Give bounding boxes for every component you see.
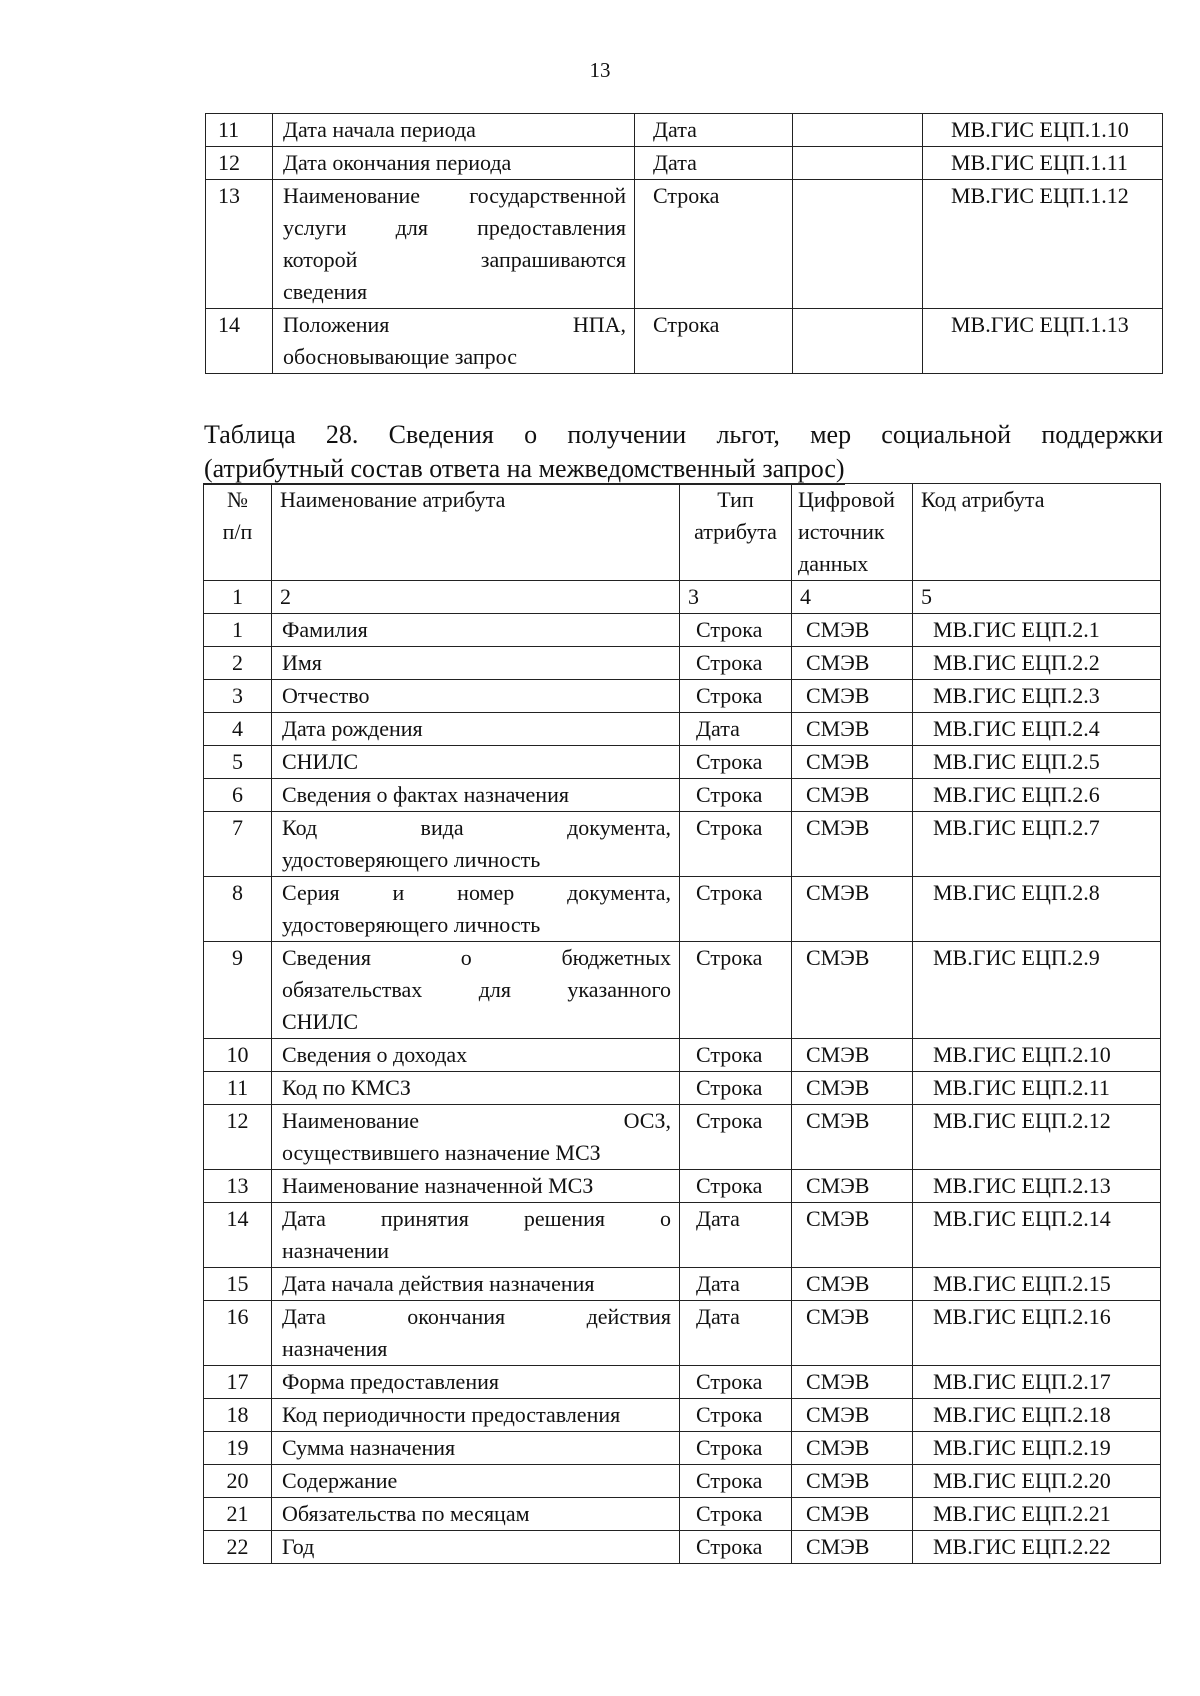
attribute-code: МВ.ГИС ЕЦП.2.6 xyxy=(913,779,1161,812)
attribute-name-line: Наименование ОСЗ, xyxy=(282,1108,671,1133)
attribute-name xyxy=(273,180,635,309)
row-number: 13 xyxy=(204,1170,272,1203)
data-source: СМЭВ xyxy=(792,779,913,812)
data-source xyxy=(793,114,923,147)
table-28-caption xyxy=(204,418,1163,486)
row-number: 17 xyxy=(204,1366,272,1399)
header-num-line: № xyxy=(227,487,248,512)
attribute-name-line: обязательствах для указанного xyxy=(282,977,671,1002)
attribute-name-line: Фамилия xyxy=(282,617,368,642)
attribute-name-line: Сведения о бюджетных xyxy=(282,945,671,970)
table-row xyxy=(204,1399,1161,1432)
attribute-name xyxy=(273,309,635,374)
table-row xyxy=(204,1268,1161,1301)
table-row xyxy=(204,779,1161,812)
attribute-name xyxy=(272,1203,680,1268)
attribute-name-line: Дата рождения xyxy=(282,716,423,741)
row-number: 15 xyxy=(204,1268,272,1301)
attribute-name-line: Сумма назначения xyxy=(282,1435,456,1460)
header-source xyxy=(792,484,913,581)
table-row xyxy=(204,877,1161,942)
attribute-code: МВ.ГИС ЕЦП.2.15 xyxy=(913,1268,1161,1301)
attribute-code: МВ.ГИС ЕЦП.2.9 xyxy=(913,942,1161,1039)
attribute-name-line: сведения xyxy=(283,279,368,304)
attribute-name xyxy=(272,680,680,713)
column-number: 2 xyxy=(272,581,680,614)
row-number: 5 xyxy=(204,746,272,779)
table-row xyxy=(204,1072,1161,1105)
attribute-name-line: Сведения о фактах назначения xyxy=(282,782,569,807)
attribute-type: Дата xyxy=(680,1268,792,1301)
attribute-code: МВ.ГИС ЕЦП.2.5 xyxy=(913,746,1161,779)
attributes-table-continued xyxy=(205,113,1163,374)
row-number: 2 xyxy=(204,647,272,680)
attribute-type: Дата xyxy=(680,713,792,746)
data-source: СМЭВ xyxy=(792,1268,913,1301)
attribute-code: МВ.ГИС ЕЦП.2.8 xyxy=(913,877,1161,942)
attribute-code: МВ.ГИС ЕЦП.2.7 xyxy=(913,812,1161,877)
attribute-code: МВ.ГИС ЕЦП.2.18 xyxy=(913,1399,1161,1432)
row-number: 20 xyxy=(204,1465,272,1498)
attribute-type: Строка xyxy=(635,309,793,374)
header-source-line: Цифровой xyxy=(798,487,895,512)
header-type xyxy=(680,484,792,581)
attribute-type: Строка xyxy=(680,942,792,1039)
attribute-name-line: Код по КМСЗ xyxy=(282,1075,411,1100)
attribute-name xyxy=(272,614,680,647)
table-row xyxy=(204,1432,1161,1465)
data-source: СМЭВ xyxy=(792,1531,913,1564)
table-row xyxy=(204,1498,1161,1531)
data-source: СМЭВ xyxy=(792,1170,913,1203)
attribute-type: Строка xyxy=(680,746,792,779)
attribute-type: Дата xyxy=(680,1203,792,1268)
header-source-line: источник xyxy=(798,519,885,544)
data-source: СМЭВ xyxy=(792,1399,913,1432)
row-number: 21 xyxy=(204,1498,272,1531)
attribute-code: МВ.ГИС ЕЦП.2.11 xyxy=(913,1072,1161,1105)
attribute-code: МВ.ГИС ЕЦП.2.17 xyxy=(913,1366,1161,1399)
attribute-code: МВ.ГИС ЕЦП.1.10 xyxy=(923,114,1163,147)
attribute-name-line: осуществившего назначение МСЗ xyxy=(282,1140,601,1165)
table-row xyxy=(204,812,1161,877)
data-source xyxy=(793,180,923,309)
data-source: СМЭВ xyxy=(792,680,913,713)
header-code: Код атрибута xyxy=(913,484,1161,581)
table-row xyxy=(204,713,1161,746)
row-number: 10 xyxy=(204,1039,272,1072)
attribute-code: МВ.ГИС ЕЦП.2.12 xyxy=(913,1105,1161,1170)
attribute-name xyxy=(272,1498,680,1531)
benefits-attributes-table xyxy=(203,483,1161,1564)
attribute-name-line: удостоверяющего личность xyxy=(282,847,541,872)
attribute-name xyxy=(272,746,680,779)
row-number: 12 xyxy=(204,1105,272,1170)
attribute-name xyxy=(272,942,680,1039)
attribute-type: Строка xyxy=(680,812,792,877)
attribute-code: МВ.ГИС ЕЦП.1.12 xyxy=(923,180,1163,309)
data-source: СМЭВ xyxy=(792,1203,913,1268)
attribute-type: Дата xyxy=(635,147,793,180)
attribute-name-line: Год xyxy=(282,1534,315,1559)
attribute-type: Строка xyxy=(680,1531,792,1564)
row-number: 11 xyxy=(204,1072,272,1105)
row-number: 7 xyxy=(204,812,272,877)
table-row xyxy=(204,1105,1161,1170)
attribute-name xyxy=(273,147,635,180)
attribute-name-line: удостоверяющего личность xyxy=(282,912,541,937)
attribute-name xyxy=(272,779,680,812)
attribute-name-line: Дата принятия решения о xyxy=(282,1206,671,1231)
header-name: Наименование атрибута xyxy=(272,484,680,581)
data-source: СМЭВ xyxy=(792,1301,913,1366)
row-number: 6 xyxy=(204,779,272,812)
attribute-name-line: которой запрашиваются xyxy=(283,247,626,272)
attribute-name-line: СНИЛС xyxy=(282,1009,359,1034)
attribute-name-line: обосновывающие запрос xyxy=(283,344,517,369)
attribute-name-line: Содержание xyxy=(282,1468,398,1493)
row-number: 9 xyxy=(204,942,272,1039)
attribute-code: МВ.ГИС ЕЦП.2.16 xyxy=(913,1301,1161,1366)
attribute-type: Строка xyxy=(680,1039,792,1072)
attribute-name-line: СНИЛС xyxy=(282,749,359,774)
data-source: СМЭВ xyxy=(792,746,913,779)
row-number: 18 xyxy=(204,1399,272,1432)
table-row xyxy=(204,1531,1161,1564)
header-num-line: п/п xyxy=(222,519,253,544)
page-number: 13 xyxy=(589,58,611,82)
attribute-type: Строка xyxy=(680,1498,792,1531)
attribute-name-line: Дата окончания действия xyxy=(282,1304,671,1329)
table-row xyxy=(204,1366,1161,1399)
attribute-code: МВ.ГИС ЕЦП.2.10 xyxy=(913,1039,1161,1072)
attribute-code: МВ.ГИС ЕЦП.2.13 xyxy=(913,1170,1161,1203)
data-source: СМЭВ xyxy=(792,1072,913,1105)
attribute-name-line: услуги для предоставления xyxy=(283,215,626,240)
table-row xyxy=(204,647,1161,680)
attribute-name-line: Наименование назначенной МСЗ xyxy=(282,1173,594,1198)
data-source xyxy=(793,309,923,374)
row-number: 13 xyxy=(206,180,273,309)
table-row xyxy=(204,942,1161,1039)
attribute-name xyxy=(272,647,680,680)
table-row xyxy=(206,180,1163,309)
table-row xyxy=(204,1203,1161,1268)
attribute-code: МВ.ГИС ЕЦП.2.21 xyxy=(913,1498,1161,1531)
data-source: СМЭВ xyxy=(792,713,913,746)
header-type-line: атрибута xyxy=(694,519,777,544)
data-source: СМЭВ xyxy=(792,942,913,1039)
column-number: 1 xyxy=(204,581,272,614)
table-row xyxy=(204,680,1161,713)
attribute-name-line: Наименование государственной xyxy=(283,183,626,208)
attribute-name-line: Отчество xyxy=(282,683,370,708)
table-row xyxy=(206,309,1163,374)
column-number: 4 xyxy=(792,581,913,614)
attribute-name-line: Обязательства по месяцам xyxy=(282,1501,530,1526)
data-source: СМЭВ xyxy=(792,1498,913,1531)
attribute-type: Дата xyxy=(635,114,793,147)
attribute-name xyxy=(272,713,680,746)
attribute-type: Строка xyxy=(680,1105,792,1170)
attribute-name-line: Положения НПА, xyxy=(283,312,626,337)
row-number: 11 xyxy=(206,114,273,147)
data-source: СМЭВ xyxy=(792,614,913,647)
row-number: 12 xyxy=(206,147,273,180)
attribute-name xyxy=(272,1072,680,1105)
row-number: 1 xyxy=(204,614,272,647)
data-source: СМЭВ xyxy=(792,812,913,877)
attribute-name-line: Код периодичности предоставления xyxy=(282,1402,621,1427)
attribute-name xyxy=(272,1105,680,1170)
data-source: СМЭВ xyxy=(792,1105,913,1170)
attribute-name xyxy=(272,1531,680,1564)
attribute-name xyxy=(272,1399,680,1432)
attribute-code: МВ.ГИС ЕЦП.2.1 xyxy=(913,614,1161,647)
row-number: 16 xyxy=(204,1301,272,1366)
attribute-code: МВ.ГИС ЕЦП.2.22 xyxy=(913,1531,1161,1564)
attribute-type: Строка xyxy=(680,1465,792,1498)
attribute-name xyxy=(272,1039,680,1072)
table-row xyxy=(206,114,1163,147)
table-row xyxy=(204,1039,1161,1072)
header-num xyxy=(204,484,272,581)
column-number: 5 xyxy=(913,581,1161,614)
attribute-name xyxy=(272,1432,680,1465)
table-28-caption-line-1: Таблица 28. Сведения о получении льгот, мер социальной поддержки xyxy=(204,420,1163,449)
table-row xyxy=(204,746,1161,779)
attribute-code: МВ.ГИС ЕЦП.2.3 xyxy=(913,680,1161,713)
attribute-name-line: Дата начала периода xyxy=(283,117,476,142)
attribute-type: Дата xyxy=(680,1301,792,1366)
attribute-code: МВ.ГИС ЕЦП.2.20 xyxy=(913,1465,1161,1498)
data-source: СМЭВ xyxy=(792,1366,913,1399)
table-row xyxy=(204,1301,1161,1366)
row-number: 22 xyxy=(204,1531,272,1564)
column-numbers-row xyxy=(204,581,1161,614)
table-row xyxy=(204,614,1161,647)
table-row xyxy=(206,147,1163,180)
attribute-type: Строка xyxy=(680,1399,792,1432)
attribute-type: Строка xyxy=(680,614,792,647)
attribute-name-line: Дата окончания периода xyxy=(283,150,512,175)
table-row xyxy=(204,1465,1161,1498)
attribute-code: МВ.ГИС ЕЦП.1.13 xyxy=(923,309,1163,374)
attribute-name xyxy=(272,877,680,942)
attribute-name xyxy=(272,1301,680,1366)
attribute-type: Строка xyxy=(680,680,792,713)
data-source xyxy=(793,147,923,180)
attribute-name-line: Имя xyxy=(282,650,322,675)
attribute-code: МВ.ГИС ЕЦП.2.19 xyxy=(913,1432,1161,1465)
attribute-name-line: Форма предоставления xyxy=(282,1369,499,1394)
row-number: 3 xyxy=(204,680,272,713)
row-number: 8 xyxy=(204,877,272,942)
attribute-type: Строка xyxy=(680,877,792,942)
attribute-name xyxy=(273,114,635,147)
table-header-row xyxy=(204,484,1161,581)
attribute-name xyxy=(272,1268,680,1301)
row-number: 14 xyxy=(206,309,273,374)
row-number: 19 xyxy=(204,1432,272,1465)
header-type-line: Тип xyxy=(717,487,754,512)
header-source-line: данных xyxy=(798,551,869,576)
data-source: СМЭВ xyxy=(792,1039,913,1072)
attribute-code: МВ.ГИС ЕЦП.2.2 xyxy=(913,647,1161,680)
data-source: СМЭВ xyxy=(792,1465,913,1498)
attribute-type: Строка xyxy=(680,779,792,812)
data-source: СМЭВ xyxy=(792,1432,913,1465)
attribute-code: МВ.ГИС ЕЦП.2.14 xyxy=(913,1203,1161,1268)
attribute-type: Строка xyxy=(680,1072,792,1105)
row-number: 4 xyxy=(204,713,272,746)
attribute-code: МВ.ГИС ЕЦП.1.11 xyxy=(923,147,1163,180)
attribute-type: Строка xyxy=(680,647,792,680)
attribute-name-line: назначения xyxy=(282,1336,388,1361)
attribute-type: Строка xyxy=(635,180,793,309)
data-source: СМЭВ xyxy=(792,647,913,680)
attribute-type: Строка xyxy=(680,1170,792,1203)
attribute-name xyxy=(272,812,680,877)
attribute-name-line: назначении xyxy=(282,1238,390,1263)
table-row xyxy=(204,1170,1161,1203)
attribute-type: Строка xyxy=(680,1432,792,1465)
attribute-code: МВ.ГИС ЕЦП.2.4 xyxy=(913,713,1161,746)
row-number: 14 xyxy=(204,1203,272,1268)
attribute-name-line: Код вида документа, xyxy=(282,815,671,840)
attribute-name-line: Дата начала действия назначения xyxy=(282,1271,595,1296)
attribute-type: Строка xyxy=(680,1366,792,1399)
attribute-name xyxy=(272,1465,680,1498)
column-number: 3 xyxy=(680,581,792,614)
data-source: СМЭВ xyxy=(792,877,913,942)
attribute-name xyxy=(272,1170,680,1203)
attribute-name xyxy=(272,1366,680,1399)
attribute-name-line: Сведения о доходах xyxy=(282,1042,468,1067)
attribute-name-line: Серия и номер документа, xyxy=(282,880,671,905)
table-28-caption-line-2: (атрибутный состав ответа на межведомственный запрос) xyxy=(204,454,845,483)
